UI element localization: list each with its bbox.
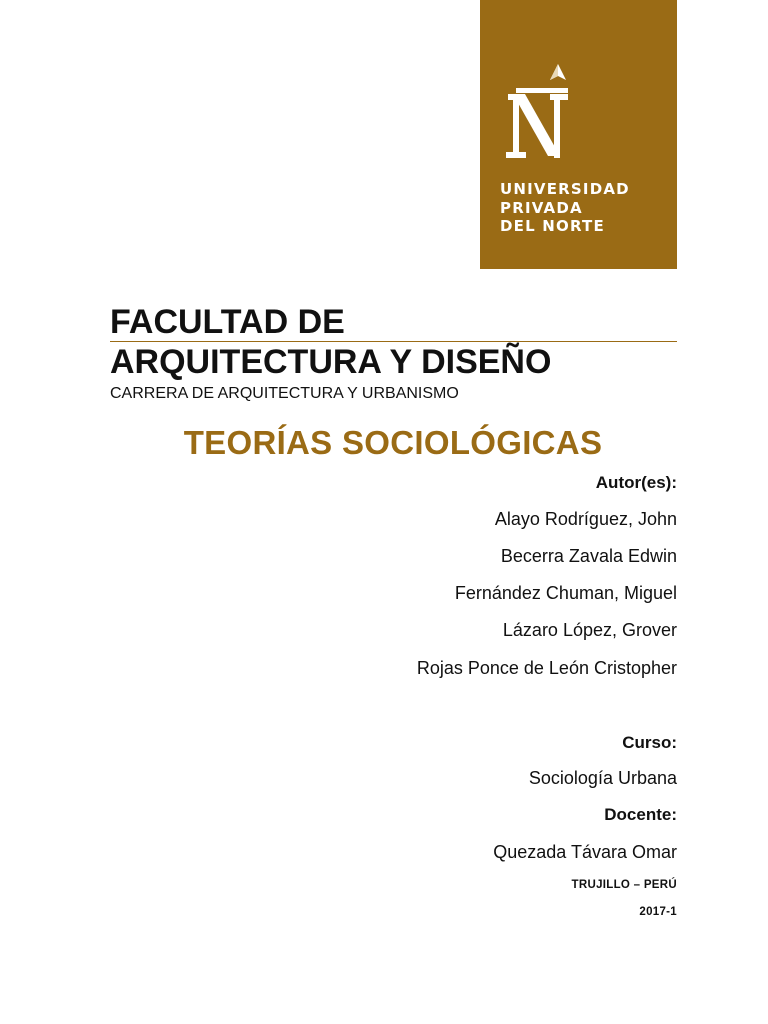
author-name-5: Rojas Ponce de León Cristopher [416,658,677,678]
document-title: TEORÍAS SOCIOLÓGICAS [183,424,603,461]
university-emblem-icon [498,60,578,164]
university-name [500,180,630,236]
faculty-line-1: FACULTAD DE [110,304,677,342]
period-text: 2017-1 [639,906,677,918]
author-name-3: Fernández Chuman, Miguel [454,583,677,603]
location-text: TRUJILLO – PERÚ [571,879,677,891]
faculty-heading [110,304,677,404]
career-name: CARRERA DE ARQUITECTURA Y URBANISMO [110,385,459,402]
course-value: Sociología Urbana [528,768,677,788]
university-name-line-2: PRIVADA [500,198,583,217]
faculty-line-2: ARQUITECTURA Y DISEÑO [110,343,552,381]
university-logo [480,0,677,269]
course-label: Curso: [622,733,677,752]
author-name-2: Becerra Zavala Edwin [500,546,677,566]
author-name-4: Lázaro López, Grover [502,620,677,640]
university-name-line-3: DEL NORTE [500,217,605,235]
teacher-value: Quezada Távara Omar [493,842,677,862]
university-name-line-1: UNIVERSIDAD [500,180,630,198]
teacher-label: Docente: [604,805,677,824]
authors-label: Autor(es): [595,473,677,492]
author-name-1: Alayo Rodríguez, John [494,509,677,529]
